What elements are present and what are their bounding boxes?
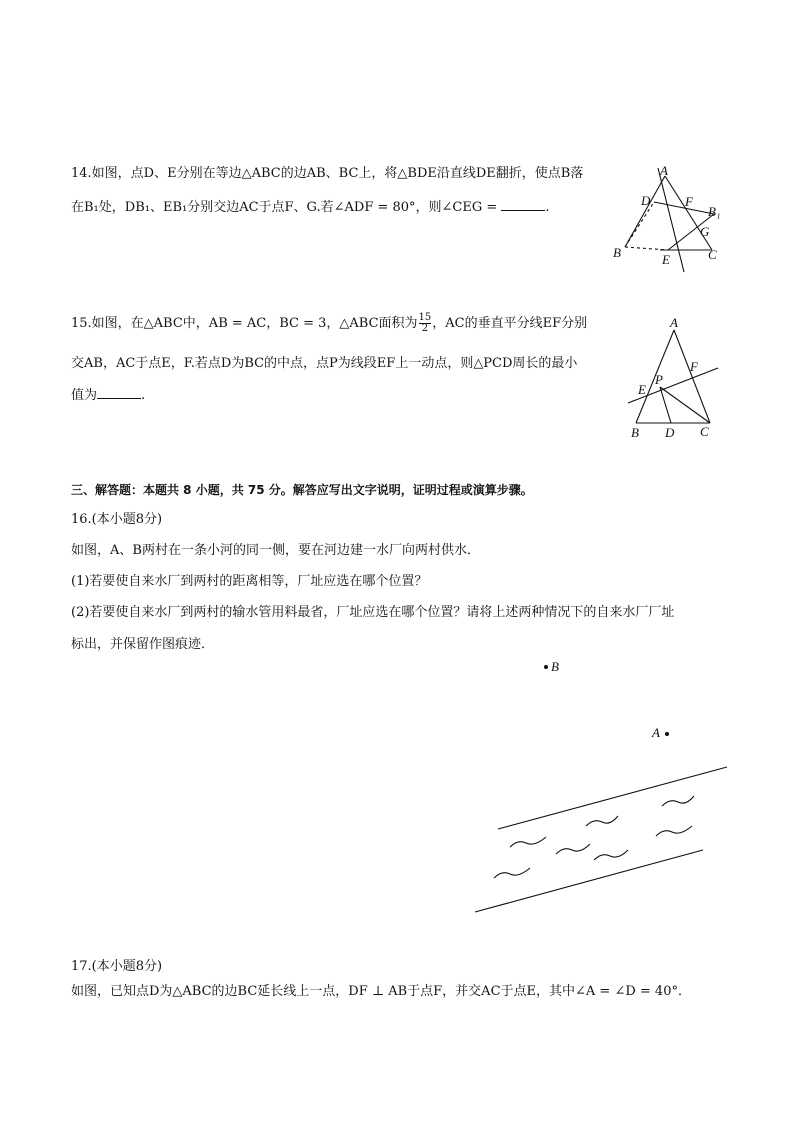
q15-side-ac (674, 330, 710, 423)
q16-river-waves (494, 796, 694, 878)
q16-line3: (2)若要使自来水厂到两村的输水管用料最省，厂址应选在哪个位置？请将上述两种情况下的自来水厂厂址 (71, 605, 675, 620)
q14-label-e: E (662, 252, 670, 267)
q15-label-a: A (670, 315, 678, 330)
q16-header: 16.(本小题8分) (71, 512, 163, 527)
q15-line3-text: 值为 (71, 388, 98, 403)
q15-line1-a: 15.如图，在△ABC中，AB = AC，BC = 3，△ABC面积为 (71, 316, 418, 331)
q16-label-b: B (551, 659, 559, 674)
q15-line1 (71, 313, 587, 334)
q15-label-e: E (638, 382, 646, 397)
q15-label-p: P (655, 372, 663, 387)
q14-line1: 14.如图，点D、E分别在等边△ABC的边AB、BC上，将△BDE沿直线DE翻折，使点B落 (71, 166, 584, 181)
q16-line4: 标出，并保留作图痕迹． (71, 637, 215, 652)
q15-segment-pd (660, 387, 671, 423)
q16-label-a: A (652, 725, 660, 740)
q14-label-f: F (685, 194, 693, 209)
q15-label-c: C (700, 424, 709, 439)
q14-dashed-bd (625, 202, 654, 247)
q14-label-a: A (660, 163, 668, 178)
q15-frac-den: 2 (419, 323, 432, 334)
q14-label-c: C (708, 247, 717, 262)
q14-figure (610, 162, 730, 272)
q15-line2: 交AB，AC于点E，F.若点D为BC的中点，点P为线段EF上一动点，则△PCD周长的最小 (71, 356, 578, 371)
section-3-title: 三、解答题：本题共 8 小题，共 75 分。解答应写出文字说明，证明过程或演算步骤。 (71, 483, 533, 497)
q14-segment-db1 (654, 202, 714, 214)
q16-point-a (665, 732, 669, 736)
q15-label-b: B (631, 425, 639, 440)
q17-line1: 如图，已知点D为△ABC的边BC延长线上一点，DF ⊥ AB于点F，并交AC于点E，其中∠A = ∠D = 40°． (71, 984, 691, 999)
q15-label-d: D (665, 425, 675, 440)
q16-line2: (1)若要使自来水厂到两村的距离相等，厂址应选在哪个位置？ (71, 574, 428, 589)
q15-label-f: F (690, 359, 698, 374)
q14-label-b: B (613, 245, 621, 260)
q14-line2-text: 在B₁处，DB₁、EB₁分别交边AC于点F、G.若∠ADF = 80°，则∠CEG = (71, 200, 502, 215)
q14-dashed-be (625, 247, 668, 250)
q14-side-ab (625, 176, 665, 247)
q15-line3-end: . (141, 388, 146, 403)
q15-fraction (419, 313, 432, 334)
q14-label-g: G (700, 224, 710, 239)
q14-line2-end: . (545, 200, 550, 215)
q16-figure (470, 650, 740, 920)
q15-line3 (71, 386, 145, 405)
q14-line2 (71, 198, 550, 217)
q16-line1: 如图，A、B两村在一条小河的同一侧，要在河边建一水厂向两村供水． (71, 543, 480, 558)
q16-river-bank-lower (475, 850, 703, 912)
q15-figure (622, 316, 732, 441)
answer-blank[interactable] (97, 386, 141, 399)
q15-frac-num: 15 (418, 312, 432, 323)
q14-label-b1: B₁ (708, 204, 721, 219)
answer-blank[interactable] (501, 198, 545, 211)
q15-line1-b: ，AC的垂直平分线EF分别 (432, 316, 588, 331)
q17-header: 17.(本小题8分) (71, 959, 163, 974)
q16-point-b (544, 665, 548, 669)
q14-label-d: D (641, 193, 651, 208)
